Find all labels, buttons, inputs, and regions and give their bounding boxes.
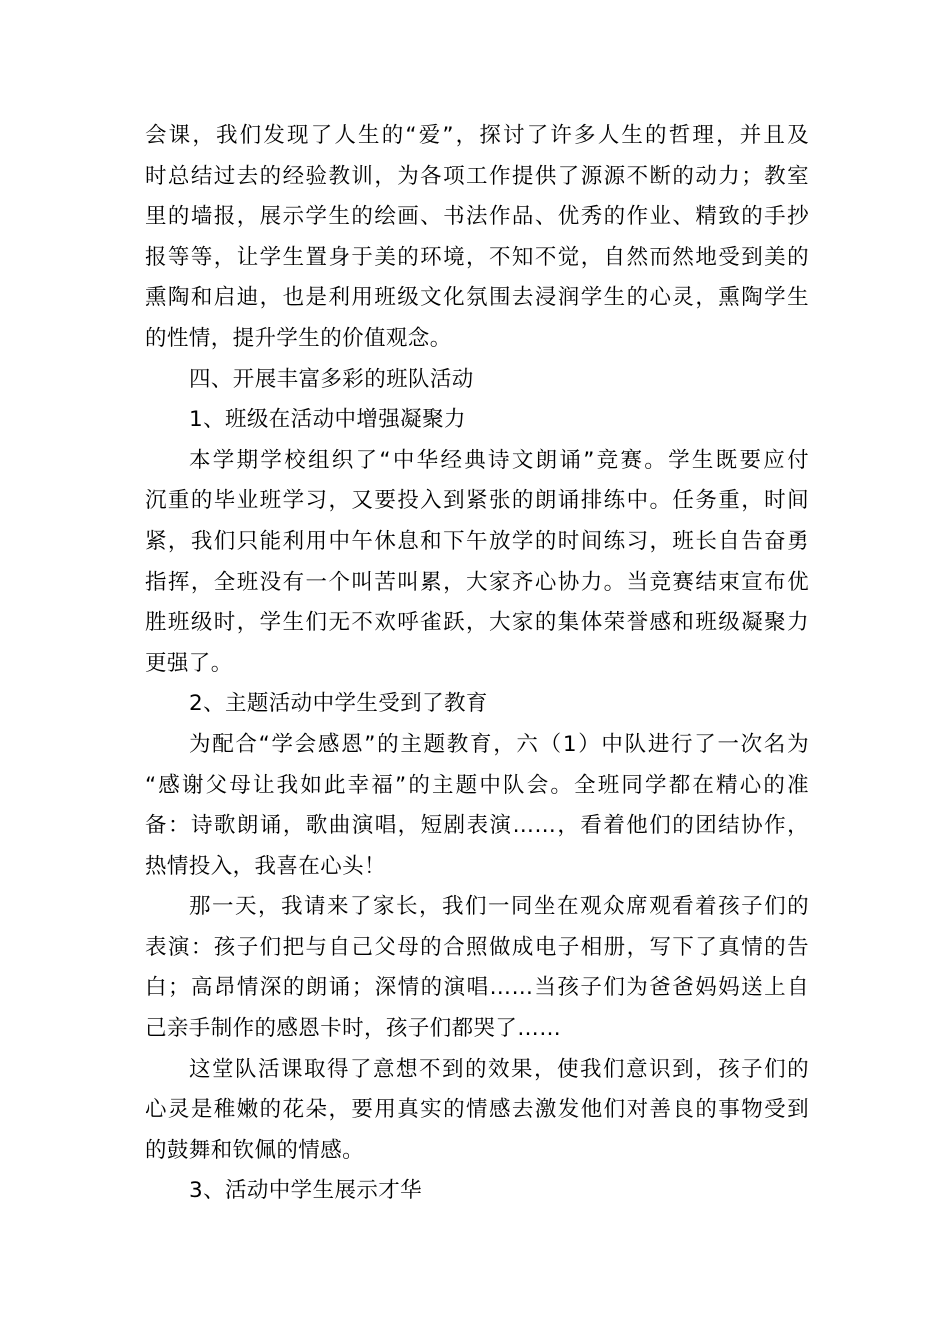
- text-line: 1、班级在活动中增强凝聚力: [189, 407, 466, 433]
- text-line: 心灵是稚嫩的花朵，要用真实的情感去激发他们对善良的事物受到: [145, 1097, 809, 1123]
- text-line: “感谢父母让我如此幸福”的主题中队会。全班同学都在精心的准: [145, 772, 809, 798]
- text-line: 热情投入，我喜在心头！: [145, 853, 386, 879]
- text-line: 里的墙报，展示学生的绘画、书法作品、优秀的作业、精致的手抄: [145, 204, 809, 230]
- text-line: 本学期学校组织了“中华经典诗文朗诵”竞赛。学生既要应付: [189, 447, 809, 473]
- text-line: 的鼓舞和钦佩的情感。: [145, 1137, 365, 1163]
- text-line: 熏陶和启迪，也是利用班级文化氛围去浸润学生的心灵，熏陶学生: [145, 285, 809, 311]
- text-line: 更强了。: [145, 650, 233, 676]
- text-line: 那一天，我请来了家长，我们一同坐在观众席观看着孩子们的: [189, 894, 809, 920]
- text-line: 指挥，全班没有一个叫苦叫累，大家齐心协力。当竞赛结束宣布优: [145, 569, 809, 595]
- text-line: 紧，我们只能利用中午休息和下午放学的时间练习，班长自告奋勇: [145, 528, 809, 554]
- text-line: 这堂队活课取得了意想不到的效果，使我们意识到，孩子们的: [189, 1056, 809, 1082]
- text-line: 沉重的毕业班学习，又要投入到紧张的朗诵排练中。任务重，时间: [145, 488, 809, 514]
- text-line: 时总结过去的经验教训，为各项工作提供了源源不断的动力；教室: [145, 163, 809, 189]
- text-line: 胜班级时，学生们无不欢呼雀跃，大家的集体荣誉感和班级凝聚力: [145, 610, 809, 636]
- text-line: 四、开展丰富多彩的班队活动: [189, 366, 474, 392]
- text-line: 白；高昂情深的朗诵；深情的演唱……当孩子们为爸爸妈妈送上自: [145, 975, 809, 1001]
- text-line: 备：诗歌朗诵，歌曲演唱，短剧表演……，看着他们的团结协作，: [145, 813, 809, 839]
- text-line: 3、活动中学生展示才华: [189, 1178, 423, 1204]
- text-line: 会课，我们发现了人生的“爱”，探讨了许多人生的哲理，并且及: [145, 123, 809, 148]
- text-line: 为配合“学会感恩”的主题教育，六（1）中队进行了一次名为: [189, 731, 809, 757]
- text-line: 报等等，让学生置身于美的环境，不知不觉，自然而然地受到美的: [145, 244, 809, 270]
- text-line: 表演：孩子们把与自己父母的合照做成电子相册，写下了真情的告: [145, 934, 809, 960]
- text-line: 的性情，提升学生的价值观念。: [145, 325, 452, 351]
- text-line: 己亲手制作的感恩卡时，孩子们都哭了……: [145, 1016, 562, 1042]
- body-text: [145, 116, 809, 1212]
- text-line: 2、主题活动中学生受到了教育: [189, 691, 488, 717]
